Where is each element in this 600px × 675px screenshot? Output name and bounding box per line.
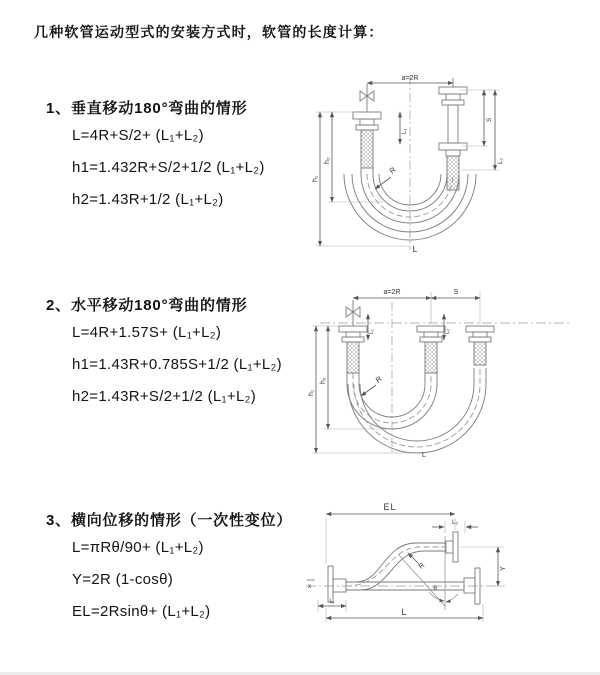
dim-label-l2: L₂ (497, 157, 504, 164)
dim-label-a2r: a=2R (383, 289, 401, 296)
valve-icon (346, 300, 360, 326)
formula-line: h2=1.43R+1/2 (L₁+L₂) (72, 191, 224, 208)
dim-label-r: R (387, 165, 398, 176)
dim-label-h1: h₁ (312, 175, 319, 182)
section-2-heading: 2、水平移动180°弯曲的情形 (46, 297, 248, 314)
hose-u-arcs (347, 368, 486, 453)
s-curve-hose (346, 543, 446, 590)
dim-label-l1: L₁ (329, 599, 335, 605)
dim-label-h2: h₂ (324, 157, 331, 164)
dimensions (316, 83, 499, 246)
dim-label-r: R (373, 374, 384, 385)
valve-icon (360, 84, 374, 112)
horizontal-180-bend-diagram (308, 284, 598, 459)
dim-label-a2r: a=2R (401, 75, 419, 82)
dim-label-l1: L₁ (402, 128, 408, 134)
left-pipe-fitting (353, 112, 381, 168)
formula-line: EL=2Rsinθ+ (L₁+L₂) (72, 603, 211, 620)
left-pipe-fitting (339, 326, 367, 373)
formula-line: h1=1.432R+S/2+1/2 (L₁+L₂) (72, 159, 265, 176)
dim-label-y: Y (500, 566, 507, 571)
dim-label-theta: θ (433, 585, 437, 592)
dim-label-l: L (422, 452, 426, 459)
section-3-heading: 3、横向位移的情形（一次性变位） (46, 512, 293, 529)
formula-line: Y=2R (1-cosθ) (72, 571, 174, 588)
left-flange-fitting (328, 566, 346, 602)
upper-flange-fitting (446, 532, 458, 562)
axis-mark: x (308, 583, 312, 590)
dim-label-l2: L₂ (452, 520, 458, 526)
dim-label-l1: L₁ (369, 329, 375, 334)
hose-assembly (328, 532, 480, 610)
dim-label-l: L (401, 607, 407, 617)
formula-line: L=4R+1.57S+ (L₁+L₂) (72, 324, 222, 341)
dim-label-l2: L₂ (445, 328, 451, 334)
section-1-heading: 1、垂直移动180°弯曲的情形 (46, 100, 248, 117)
vertical-180-bend-diagram (312, 70, 597, 255)
dim-label-s: S (453, 289, 459, 296)
right-pipe-fitting (466, 326, 494, 365)
lateral-displacement-diagram (298, 494, 598, 644)
formula-line: L=4R+S/2+ (L₁+L₂) (72, 127, 204, 144)
dim-label-h2: h₂ (320, 377, 327, 384)
middle-pipe-fitting (417, 326, 445, 373)
right-pipe-fitting (439, 78, 467, 190)
formula-line: L=πRθ/90+ (L₁+L₂) (72, 539, 204, 556)
section-horizontal-bend (46, 295, 282, 413)
dim-label-h1: h₁ (308, 389, 315, 396)
section-lateral-displacement (46, 510, 292, 628)
page-title: 几种软管运动型式的安装方式时，软管的长度计算： (34, 24, 384, 40)
dim-label-r: R (417, 561, 427, 571)
formula-line: h2=1.43R+S/2+1/2 (L₁+L₂) (72, 388, 257, 405)
centerline (320, 302, 570, 452)
dim-label-el: EL (383, 502, 397, 512)
dim-label-l: L (412, 244, 418, 254)
dim-label-s: S (486, 117, 493, 122)
formula-line: h1=1.43R+0.785S+1/2 (L₁+L₂) (72, 356, 282, 373)
section-vertical-bend (46, 98, 265, 216)
